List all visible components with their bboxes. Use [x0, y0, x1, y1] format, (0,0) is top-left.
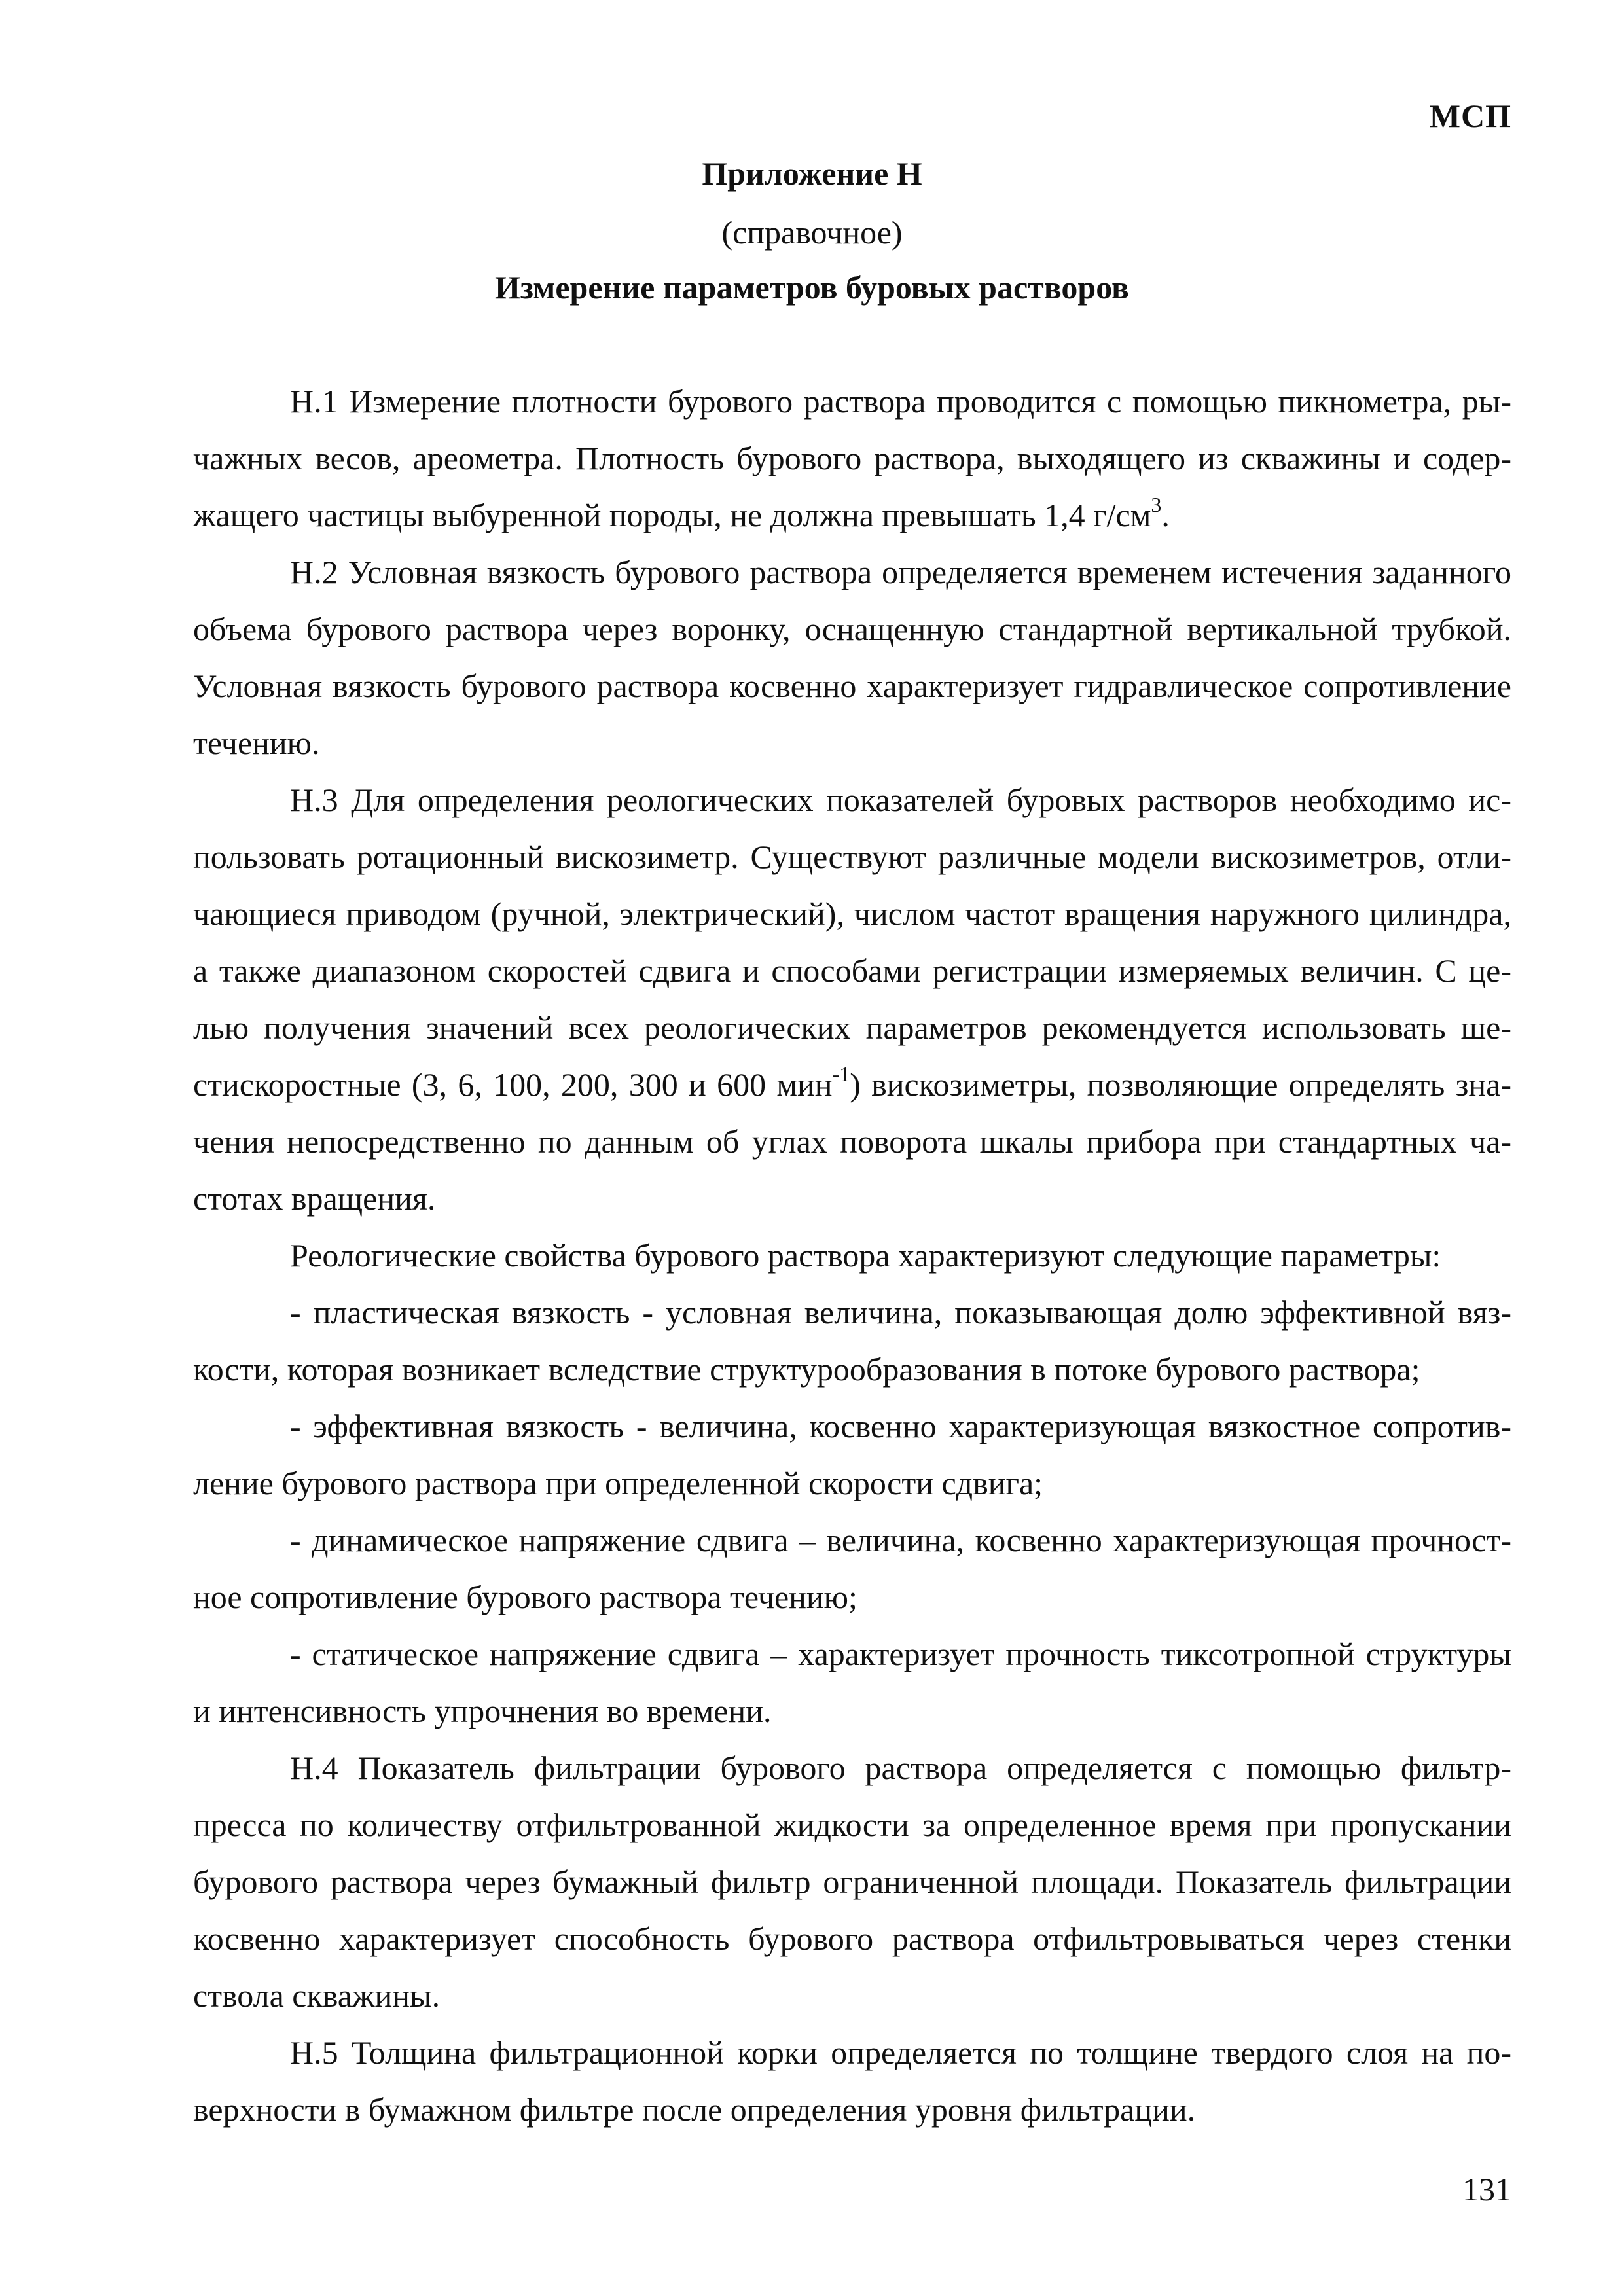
paragraph-h5: Н.5 Толщина фильтрационной корки определяется по толщине твердого слоя на поверхности в бумажном фильтре после определения уровня фильтрации.	[193, 2034, 1511, 2128]
list-item-static-shear-stress: - статическое напряжение сдвига – характеризует прочность тиксотропной структуры и интенсивность упрочнения во времени.	[193, 1636, 1511, 1729]
paragraph-h4: Н.4 Показатель фильтрации бурового раствора определяется с помощью фильтр-пресса по количеству отфильтрованной жидкости за определенное время при пропускании бурового раствора через бумажный фильтр ограниченной площади. Показатель фильтрации косвенно характеризует способность бурового раствора отфильтровываться через стенки ствола скважины.	[193, 1749, 1511, 2014]
paragraph-h1-text: Н.1 Измерение плотности бурового раствора проводится с помощью пикнометра, рычажных весов, ареометра. Плотность бурового раствора, выходящего из скважины и содержащего частицы выбуренной породы, не должна превышать 1,4 г/см	[193, 383, 1511, 533]
frequency-unit-exponent: -1	[832, 1062, 850, 1086]
paragraph-h1	[193, 373, 1511, 544]
body-text	[193, 373, 1511, 2138]
paragraph-h1-end: .	[1161, 497, 1170, 533]
paragraph-h3	[193, 772, 1511, 1227]
paragraph-rheology-intro: Реологические свойства бурового раствора характеризуют следующие параметры:	[290, 1237, 1441, 1274]
paragraph-h3-text: Н.3 Для определения реологических показателей буровых растворов необходимо использовать ротационный вискозиметр. Существуют различные модели вискозиметров, отличающиеся приводом (ручной, электрический), числом частот вращения наружного цилиндра, а также диапазоном скоростей сдвига и способами регистрации измеряемых величин. С целью получения значений всех реологических параметров рекомендуется использовать шестискоростные (3, 6, 100, 200, 300 и 600 мин	[193, 781, 1511, 1103]
paragraph-h3-end: ) вискозиметры, позволяющие определять значения непосредственно по данным об углах поворота шкалы прибора при стандартных частотах вращения.	[193, 1066, 1511, 1217]
paragraph-h2: Н.2 Условная вязкость бурового раствора определяется временем истечения заданного объема бурового раствора через воронку, оснащенную стандартной вертикальной трубкой. Условная вязкость бурового раствора косвенно характеризует гидравлическое сопротивление течению.	[193, 554, 1511, 761]
page-number: 131	[1462, 2171, 1511, 2208]
density-unit-exponent: 3	[1151, 493, 1162, 516]
appendix-status: (справочное)	[721, 214, 903, 251]
list-item-plastic-viscosity: - пластическая вязкость - условная величина, показывающая долю эффективной вязкости, которая возникает вследствие структурообразования в потоке бурового раствора;	[193, 1294, 1511, 1388]
list-item-dynamic-shear-stress: - динамическое напряжение сдвига – величина, косвенно характеризующая прочностное сопротивление бурового раствора течению;	[193, 1522, 1511, 1615]
appendix-subject: Измерение параметров буровых растворов	[495, 269, 1129, 306]
list-item-effective-viscosity: - эффективная вязкость - величина, косвенно характеризующая вязкостное сопротивление бурового раствора при определенной скорости сдвига;	[193, 1408, 1511, 1501]
document-code: МСП	[1429, 98, 1511, 134]
appendix-title: Приложение Н	[702, 155, 922, 192]
